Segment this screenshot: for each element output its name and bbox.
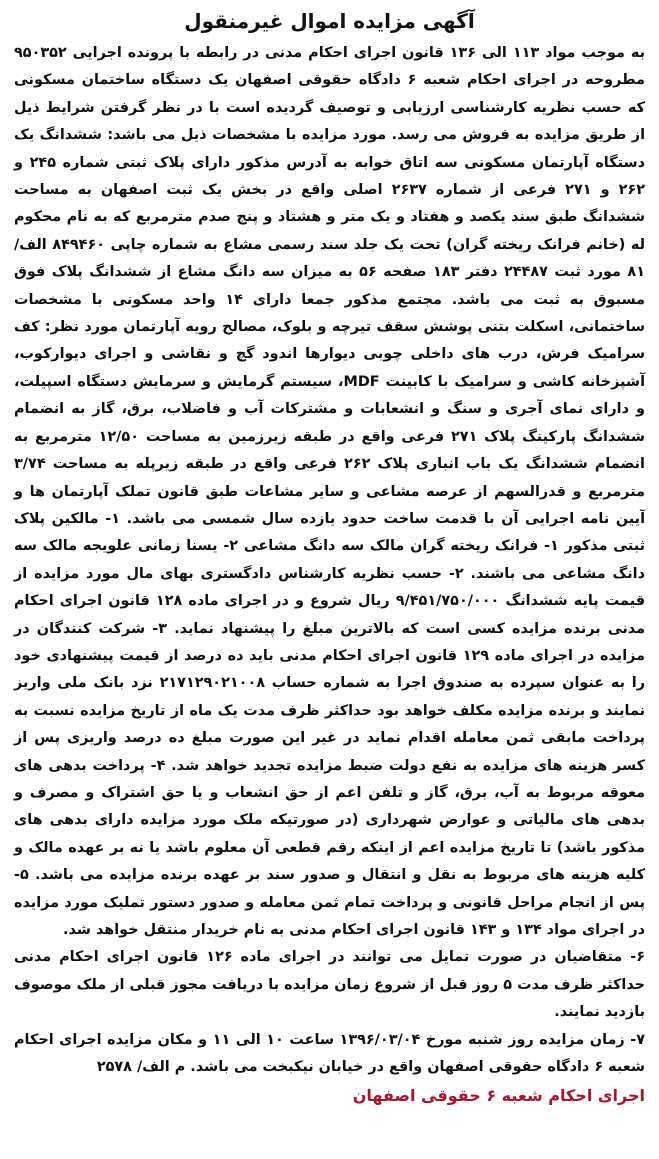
notice-main-paragraph: به موجب مواد ۱۱۳ الی ۱۳۶ قانون اجرای احکام مدنی در رابطه با پرونده اجرایی ۹۵۰۳۵۲ مطروحه در اجرای احکام شعبه ۶ دادگاه حقوقی اصفهان یک دستگاه ساختمان مسکونی که حسب نظریه کارشناسی ارزیابی و توصیف گردیده است با در نظر گرفتن شرایط ذیل از طریق مزایده به فروش می رسد. مورد مزایده با مشخصات ذیل می باشد: ششدانگ یک دستگاه آپارتمان مسکونی سه اتاق خوابه به آدرس مذکور دارای پلاک ثبتی شماره ۲۴۵ و ۲۶۲ و ۲۷۱ فرعی از شماره ۲۶۳۷ اصلی واقع در بخش یک ثبت اصفهان به مساحت ششدانگ طبق سند یکصد و هفتاد و یک متر و هشتاد و پنج صدم مترمربع که به نام محکوم له (خانم فرانک ریخته گران) تحت یک جلد سند رسمی مشاع به شماره چاپی ۸۴۹۴۶۰ الف/۸۱ مورد ثبت ۲۴۴۸۷ دفتر ۱۸۳ صفحه ۵۶ به میزان سه دانگ مشاع از ششدانگ پلاک فوق مسبوق به ثبت می باشد. مجتمع مذکور جمعا دارای ۱۴ واحد مسکونی با مشخصات ساختمانی، اسکلت بتنی پوشش سقف تیرچه و بلوک، مصالح رویه آپارتمان مورد نظر: کف سرامیک فرش، درب های داخلی چوبی دیوارها اندود گچ و نقاشی و اجرای دیوارکوب، آشپزخانه کاشی و سرامیک با کابینت MDF، سیستم گرمایش و سرمایش دستگاه اسپیلت، و دارای نمای آجری و سنگ و انشعابات و مشترکات آب و فاضلاب، برق، گاز به انضمام ششدانگ پارکینگ پلاک ۲۷۱ فرعی واقع در طبقه زیرزمین به مساحت ۱۲/۵۰ مترمربع به انضمام ششدانگ یک باب انباری پلاک ۲۶۲ فرعی واقع در طبقه زیرپله به مساحت ۳/۷۴ مترمربع و قدرالسهم از عرصه مشاعی و سایر مشاعات طبق قانون تملک آپارتمان ها و آیین نامه اجرایی آن با قدمت ساخت حدود یازده سال شمسی می باشد. ۱- مالکین پلاک ثبتی مذکور ۱- فرانک ریخته گران مالک سه دانگ مشاعی ۲- یسنا زمانی علویجه مالک سه دانگ مشاعی می باشند. ۲- حسب نظریه کارشناس دادگستری بهای مال مورد مزایده از قیمت پایه ششدانگ ۹/۴۵۱/۷۵۰/۰۰۰ ریال شروع و در اجرای ماده ۱۲۸ قانون اجرای احکام مدنی برنده مزایده کسی است که بالاترین مبلغ را پیشنهاد نماید. ۳- شرکت کنندگان در مزایده در اجرای ماده ۱۲۹ قانون اجرای احکام مدنی باید ده درصد از قیمت پیشنهادی خود را به عنوان سپرده به صندوق اجرا به شماره حساب ۲۱۷۱۲۹۰۲۱۰۰۸ نزد بانک ملی واریز نمایند و برنده مزایده مکلف خواهد بود حداکثر ظرف مدت یک ماه از تاریخ مزایده نسبت به پرداخت مابقی ثمن معامله اقدام نماید در غیر این صورت مبلغ ده درصد واریزی پس از کسر هزینه های مزایده به نفع دولت ضبط مزایده تجدید خواهد شد. ۴- پرداخت بدهی های معوقه مربوط به آب، برق، گاز و تلفن اعم از حق انشعاب و یا حق اشتراک و مصرف و بدهی های مالیاتی و عوارض شهرداری (در صورتیکه ملک مورد مزایده دارای بدهی های مذکور باشد) تا تاریخ مزایده اعم از اینکه رقم قطعی آن معلوم باشد یا نه بر عهده مالک و کلیه هزینه های مربوط به نقل و انتقال و صدور سند بر عهده برنده مزایده می باشد. ۵- پس از انجام مراحل قانونی و پرداخت تمام ثمن معامله و صدور دستور تملیک مورد مزایده در اجرای مواد ۱۳۴ و ۱۴۳ قانون اجرای احکام مدنی به نام خریدار منتقل خواهد شد. [14,45,646,938]
notice-body [14,40,645,1081]
notice-item-7: ۷- زمان مزایده روز شنبه مورخ ۱۳۹۶/۰۳/۰۴ ساعت ۱۰ الی ۱۱ و مکان مزایده اجرای احکام شعبه ۶ دادگاه حقوقی اصفهان واقع در خیابان نیکبخت می باشد. م الف/ ۲۵۷۸ [14,1031,646,1076]
notice-title: آگهی مزایده اموال غیرمنقول [184,9,475,33]
notice-signature: اجرای احکام شعبه ۶ حقوقی اصفهان [352,1086,645,1106]
notice-item-6: ۶- متقاضیان در صورت تمایل می توانند در اجرای ماده ۱۲۶ قانون اجرای احکام مدنی حداکثر ظرف مدت ۵ روز قبل از شروع زمان مزایده با دریافت مجوز قبلی از ملک موصوف بازدید نمایند. [14,949,646,1021]
